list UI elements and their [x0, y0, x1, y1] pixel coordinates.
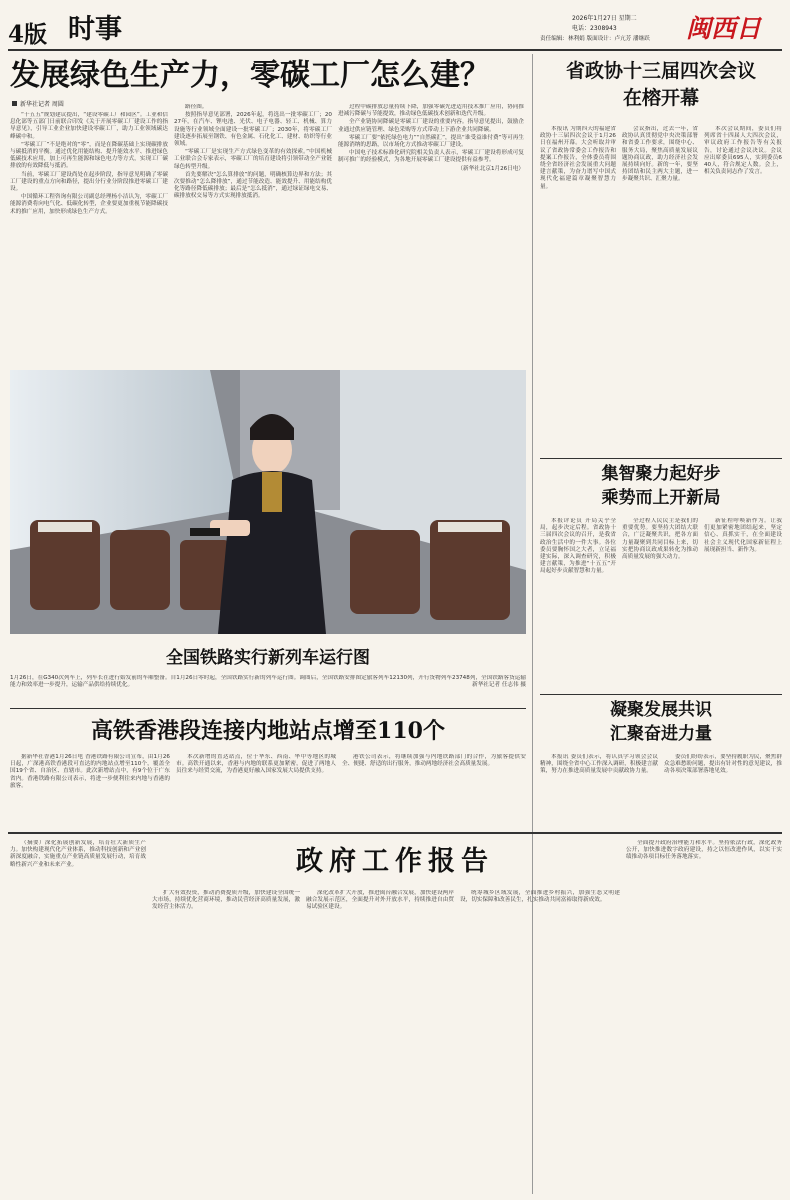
paragraph: 统筹城乡区域发展，全面推进乡村振兴，加强生态文明建设，切实保障和改善民生，扎实推动共同富裕取得新成效。: [460, 890, 620, 904]
photo-title: 全国铁路实行新列车运行图: [166, 648, 370, 668]
paragraph: 本报讯 委员们表示，将认真学习领会会议精神，围绕全省中心工作深入调研，积极建言献策，努力在推进高质量发展中贡献政协力量。: [540, 754, 658, 775]
paragraph: 中国循环工程咨询有限公司副总经理杨小洁认为，零碳工厂能源消费将向电气化、低碳化转型，企业要更加重视节能降碳技术的推广应用，加快形成绿色生产方式。: [10, 194, 168, 215]
article3-col2: [622, 126, 698, 456]
article4-col2: [622, 518, 698, 686]
article1-title: 发展绿色生产力，零碳工厂怎么建？: [10, 58, 490, 93]
paragraph: 港铁公司表示，将继续加强与内地铁路部门的合作，为旅客提供安全、便捷、舒适的出行服务，推动两地经济社会高质量发展。: [342, 754, 526, 768]
logo-text: 闽西日: [686, 14, 762, 43]
paragraph: 会议指出，过去一年，省政协认真贯彻党中央决策部署和省委工作要求，围绕中心、服务大局，聚焦高质量发展议题协商议政，助力经济社会发展持续向好。新的一年，要坚持团结和民主两大主题，进一步凝聚共识、汇聚力量。: [622, 126, 698, 183]
page-label: 4版: [8, 21, 48, 48]
paragraph: 本报讯 为期四天的福建省政协十三届四次会议于1月26日在福州开幕。大会听取并审议了省政协常委会工作报告和提案工作报告，全体委员将围绕全省经济社会发展重大问题建言献策，为奋力谱写中国式现代化福建篇章凝聚智慧力量。: [540, 126, 616, 190]
section-rule: [540, 458, 782, 459]
article2-col3: [342, 754, 526, 830]
paragraph: 过程中碳排放总量持续下降，加强零碳先进适用技术推广应用，协同推进减污降碳与节能提效，推动绿色低碳技术创新和迭代升级。: [338, 104, 524, 118]
paragraph: 深化改革扩大开放，推进闽台融合发展，加快建设两岸融合发展示范区，全面提升对外开放水平，持续推进自由贸易试验区建设。: [306, 890, 454, 911]
newspaper-logo: [686, 12, 782, 48]
article3-col3: [704, 126, 782, 456]
article5-col1: [540, 754, 658, 830]
paragraph: 本次会议期间，委员们将列席省十四届人大四次会议，审议政府工作报告等有关报告，讨论通过会议决议。会议应出席委员695人，实到委员640人，符合规定人数。会上，相关负责同志作了发言。: [704, 126, 782, 176]
article6-title: 政府工作报告: [296, 846, 494, 877]
article6-col2: [152, 890, 300, 1190]
paragraph: 新征程呼唤新作为。让我们更加紧密地团结起来，坚定信心、真抓实干，在全面建设社会主义现代化国家新征程上展现新担当、新作为。: [704, 518, 782, 553]
paragraph: 按照指导意见部署，2026年起，将选出一批零碳工厂；2027年，在汽车、锂电池、光伏、电子电器、轻工、机械、算力设施等行业领域全面建设一批零碳工厂；2030年，将零碳工厂建设逐步拓展至钢铁、有色金属、石化化工、建材、纺织等行业领域。: [174, 112, 332, 148]
article2-title: 高铁香港段连接内地站点增至110个: [91, 718, 445, 744]
photo-credit: 新华社记者 任志伟 摄: [472, 682, 526, 689]
paragraph: “零碳工厂”不是绝对的“零”，而是在降碳基础上实现碳排放与碳抵消的平衡。通过优化用能结构、提升能效水平、推进绿色低碳技术应用，加上可再生能源和绿色电力等方式，实现工厂碳排放的有效降低与抵消。: [10, 141, 168, 170]
caption-text: 1月26日，在G340次列车上，列车长在进行始发前的车厢整备。自1月26日零时起，全国铁路实行新的列车运行图。调图后，全国铁路安排图定旅客列车12130列，开行货物列车23748列，全国铁路客货运输能力和效率进一步提升，运输产品供给持续优化。: [10, 675, 526, 689]
paragraph: “零碳工厂是实现生产方式绿色变革的有效探索。”中国机械工业联合会专家表示，零碳工厂的培育建设将引领带动全产业链绿色转型升级。: [174, 149, 332, 170]
section-name: [68, 13, 148, 47]
section-title: 时事: [68, 14, 122, 45]
article3-title: 省政协十三届四次会议在榕开幕: [565, 60, 756, 109]
article2-col1: [10, 754, 170, 830]
article2-col2: [176, 754, 336, 830]
train-photo: [10, 370, 526, 634]
article5-title: [540, 698, 782, 750]
masthead-rule: [8, 49, 782, 51]
paragraph: 本次新增的直达站点，位于华东、西南、华中等地区的城市。高铁开通以来，香港与内地的联系更加紧密，促进了两地人员往来与经贸交流，为香港更好融入国家发展大局提供支持。: [176, 754, 336, 775]
paragraph: 本报评论员 开局关乎全局，起步决定后程。省政协十三届四次会议的召开，是我省政治生活中的一件大事。各位委员要胸怀国之大者，立足福建实际，深入调查研究，积极建言献策，为推进“十五五”开局起好步贡献智慧和力量。: [540, 518, 616, 575]
title-line: 凝聚发展共识: [610, 700, 712, 720]
article4-col1: [540, 518, 616, 686]
paragraph: 零碳工厂要“依托绿色电力”“自然碳汇”，提出“谁受益谁付费”等可再生能源消纳的思路，以市场化方式推动零碳工厂建设。: [338, 134, 524, 149]
paragraph: 中国电子技术标准化研究院相关负责人表示，零碳工厂建设将形成可复制可推广的经验模式，为各地开展零碳工厂建设提供有益参考。: [338, 150, 524, 164]
title-line: 汇聚奋进力量: [610, 724, 712, 744]
paragraph: “十五五”规划建议提出，“建设零碳工厂和园区”。工业和信息化部等五部门日前联合印发《关于开展零碳工厂建设工作的指导意见》，引导工业企业加快建设零碳工厂，助力工业领域碳达峰碳中和。: [10, 112, 168, 140]
paragraph: 全面提升政府治理能力和水平。坚持依法行政，深化政务公开，加快推进数字政府建设，持之以恒改进作风，以实干实绩推动各项目标任务落地落实。: [626, 840, 782, 861]
paragraph: 当前，零碳工厂建设尚处在起步阶段，指导意见明确了零碳工厂建设的重点方向和路径，提出分行业分阶段推进零碳工厂建设。: [10, 171, 168, 193]
article4-title: [540, 462, 782, 514]
article4-col3: [704, 518, 782, 686]
article1-col2: [174, 104, 332, 367]
paragraph: （摘要）深化拓展创新发展，培育壮大新质生产力。加快构建现代化产业体系，推动科技创新和产业创新深度融合，实施重点产业链高质量发展行动，培育战略性新兴产业和未来产业。: [10, 840, 146, 868]
phone-line: 电话：2308943: [572, 25, 617, 32]
title-line: 乘势而上开新局: [601, 488, 721, 508]
article6-col3: [306, 890, 454, 1190]
paragraph: 全产业链协同降碳是零碳工厂建设的重要内容。指导意见提出，鼓励企业通过供应链管理、绿色采购等方式带动上下游企业共同降碳。: [338, 119, 524, 133]
train-cabin-illustration: [10, 370, 526, 634]
paragraph: 据新华社香港1月26日电 香港铁路有限公司宣布，由1月26日起，广深港高铁香港段可直达的内地站点增至110个，覆盖全国19个省、自治区、直辖市。此次新增站点中，有9个位于广东省内。香港铁路有限公司表示，将进一步便利往来内地与香港的旅客。: [10, 754, 170, 789]
paragraph: 首先要解决“怎么算排放”的问题，明确核算边界和方法；其次要推动“怎么降排放”，通过节能改造、能效提升、用能结构优化等路径降低碳排放；最后是“怎么抵消”，通过绿证绿电交易、碳排放权交易等方式实现排放抵消。: [174, 171, 332, 200]
photo-caption: [10, 675, 526, 705]
page-number: [8, 16, 68, 48]
paragraph: 扩大有效投资，推动消费提质升级，加快建设全国统一大市场，持续优化营商环境，推动民营经济高质量发展，激发经营主体活力。: [152, 890, 300, 911]
article6-col4: [460, 890, 620, 1190]
paragraph: 委员们纷纷表示，要坚持履职为民，聚焦群众急难愁盼问题，提出有针对性的意见建议，推动各项决策部署落地见效。: [664, 754, 782, 775]
bottom-section-rule: [8, 832, 782, 834]
date-line: 2026年1月27日 星期二: [572, 15, 637, 22]
article1-col1: [10, 112, 168, 367]
article6-col5: [626, 840, 782, 1190]
section-rule: [10, 708, 526, 709]
paragraph: （新华社北京1月26日电）: [457, 165, 524, 172]
article1-col3: [338, 104, 524, 367]
title-line: 集智聚力起好步: [601, 464, 721, 484]
paragraph: 路径图。: [185, 104, 208, 110]
article6-col1: [10, 840, 146, 1190]
article5-col2: [664, 754, 782, 830]
paragraph: 全过程人民民主是我们的重要优势。要坚持大团结大联合，广泛凝聚共识，把各方面力量凝聚到共同目标上来，切实把协商议政成果转化为推动高质量发展的强大动力。: [622, 518, 698, 561]
editors-line: 责任编辑：林利娟 版面设计：卢亢芳 潘继跃: [540, 36, 650, 42]
article3-col1: [540, 126, 616, 456]
article1-byline: 新华社记者 周圆: [12, 100, 172, 110]
byline-square-icon: [12, 101, 17, 106]
section-rule: [540, 694, 782, 695]
